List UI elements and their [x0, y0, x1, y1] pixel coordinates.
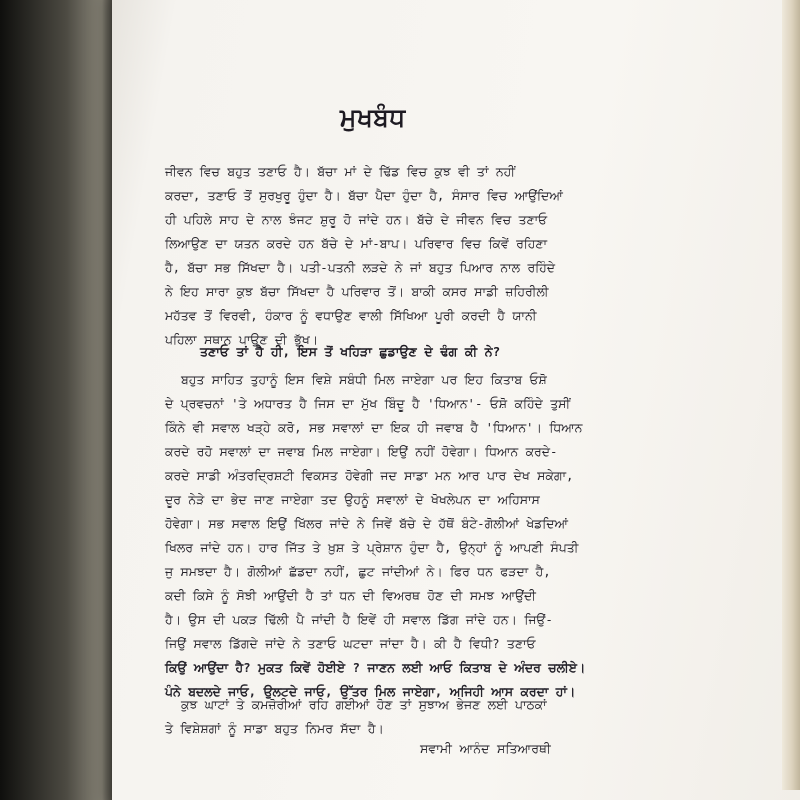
text-line: ਕਿਉਂ ਆਉਂਦਾ ਹੈ? ਮੁਕਤ ਕਿਵੇਂ ਹੋਈਏ ? ਜਾਣਨ ਲਈ ਆਓ ਕਿਤਾਬ ਦੇ ਅੰਦਰ ਚਲੀਏ।	[165, 660, 586, 675]
text-line: ਨੇ ਇਹ ਸਾਰਾ ਕੁਝ ਬੱਚਾ ਸਿੱਖਦਾ ਹੈ ਪਰਿਵਾਰ ਤੋਂ। ਬਾਕੀ ਕਸਰ ਸਾਡੀ ਜ਼ਹਿਰੀਲੀ	[165, 284, 549, 299]
text-line: ਲਿਆਉਣ ਦਾ ਯਤਨ ਕਰਦੇ ਹਨ ਬੱਚੇ ਦੇ ਮਾਂ-ਬਾਪ। ਪਰਿਵਾਰ ਵਿਚ ਕਿਵੇਂ ਰਹਿਣਾ	[165, 236, 547, 251]
text-line: ਹੈ। ਉਸ ਦੀ ਪਕੜ ਢਿੱਲੀ ਪੈ ਜਾਂਦੀ ਹੈ ਇਵੇਂ ਹੀ ਸਵਾਲ ਡਿੱਗ ਜਾਂਦੇ ਹਨ। ਜਿਉਂ-	[165, 612, 553, 627]
text-line: ਮਹੱਤਵ ਤੋਂ ਵਿਰਵੀ, ਹੰਕਾਰ ਨੂੰ ਵਧਾਉਣ ਵਾਲੀ ਸਿੱਖਿਆ ਪੂਰੀ ਕਰਦੀ ਹੈ ਯਾਨੀ	[165, 308, 537, 323]
paragraph-1	[165, 160, 653, 352]
paragraph-3	[165, 693, 653, 741]
text-line: ਕਿੰਨੇ ਵੀ ਸਵਾਲ ਖੜ੍ਹੇ ਕਰੋ, ਸਭ ਸਵਾਲਾਂ ਦਾ ਇਕ ਹੀ ਜਵਾਬ ਹੈ 'ਧਿਆਨ'। ਧਿਆਨ	[165, 420, 583, 435]
text-line: ਕਰਦਾ, ਤਣਾਓ ਤੋਂ ਸੁਰਖੁਰੂ ਹੁੰਦਾ ਹੈ। ਬੱਚਾ ਪੈਦਾ ਹੁੰਦਾ ਹੈ, ਸੰਸਾਰ ਵਿਚ ਆਉਂਦਿਆਂ	[165, 188, 563, 203]
text-line: ਕਰਦੇ ਰਹੋ ਸਵਾਲਾਂ ਦਾ ਜਵਾਬ ਮਿਲ ਜਾਏਗਾ। ਇਉਂ ਨਹੀਂ ਹੋਵੇਗਾ। ਧਿਆਨ ਕਰਦੇ-	[165, 444, 558, 459]
text-line: ਬਹੁਤ ਸਾਹਿਤ ਤੁਹਾਨੂੰ ਇਸ ਵਿਸ਼ੇ ਸਬੰਧੀ ਮਿਲ ਜਾਏਗਾ ਪਰ ਇਹ ਕਿਤਾਬ ਓਸ਼ੋ	[181, 372, 547, 387]
text-line: ਕਦੀ ਕਿਸੇ ਨੂੰ ਸੋਝੀ ਆਉਂਦੀ ਹੈ ਤਾਂ ਧਨ ਦੀ ਵਿਅਰਥ ਹੋਣ ਦੀ ਸਮਝ ਆਉਂਦੀ	[165, 588, 536, 603]
text-line: ਕੁਝ ਘਾਟਾਂ ਤੇ ਕਮਜ਼ੋਰੀਆਂ ਰਹਿ ਗਈਆਂ ਹੋਣ ਤਾਂ ਸੁਝਾਅ ਭੇਜਣ ਲਈ ਪਾਠਕਾਂ	[181, 697, 547, 712]
page-stack-edge	[782, 0, 800, 790]
text-line: ਦੂਰ ਨੇੜੇ ਦਾ ਭੇਦ ਜਾਣ ਜਾਏਗਾ ਤਦ ਉਹਨੂੰ ਸਵਾਲਾਂ ਦੇ ਖੋਖਲੇਪਨ ਦਾ ਅਹਿਸਾਸ	[165, 492, 540, 507]
text-line: ਖਿਲਰ ਜਾਂਦੇ ਹਨ। ਹਾਰ ਜਿੱਤ ਤੇ ਖ਼ੁਸ਼ ਤੇ ਪ੍ਰੇਸ਼ਾਨ ਹੁੰਦਾ ਹੈ, ਉਨ੍ਹਾਂ ਨੂੰ ਆਪਣੀ ਸੰਪਤੀ	[165, 540, 579, 555]
text-line: ਜੀਵਨ ਵਿਚ ਬਹੁਤ ਤਣਾਓ ਹੈ। ਬੱਚਾ ਮਾਂ ਦੇ ਢਿੱਡ ਵਿਚ ਕੁਝ ਵੀ ਤਾਂ ਨਹੀਂ	[165, 164, 516, 179]
text-line: ਦੇ ਪ੍ਰਵਚਨਾਂ 'ਤੇ ਅਧਾਰਤ ਹੈ ਜਿਸ ਦਾ ਮੁੱਖ ਬਿੰਦੂ ਹੈ 'ਧਿਆਨ'- ਓਸ਼ੋ ਕਹਿੰਦੇ ਤੁਸੀਂ	[165, 396, 571, 411]
page-heading: ਮੁਖਬੰਧ	[340, 103, 406, 132]
text-line: ਤੇ ਵਿਸ਼ੇਸ਼ਗਾਂ ਨੂੰ ਸਾਡਾ ਬਹੁਤ ਨਿਮਰ ਸੱਦਾ ਹੈ।	[165, 721, 384, 736]
text-line: ਹੈ, ਬੱਚਾ ਸਭ ਸਿੱਖਦਾ ਹੈ। ਪਤੀ-ਪਤਨੀ ਲੜਦੇ ਨੇ ਜਾਂ ਬਹੁਤ ਪਿਆਰ ਨਾਲ ਰਹਿੰਦੇ	[165, 260, 555, 275]
text-line: ਪਹਿਲਾ ਸਥਾਨ ਪਾਉਣ ਦੀ ਭੁੱਖ।	[165, 332, 319, 347]
text-line: ਜਿਉਂ ਸਵਾਲ ਡਿੱਗਦੇ ਜਾਂਦੇ ਨੇ ਤਣਾਓ ਘਟਦਾ ਜਾਂਦਾ ਹੈ। ਕੀ ਹੈ ਵਿਧੀ? ਤਣਾਓ	[165, 636, 536, 651]
text-line: ਹੀ ਪਹਿਲੇ ਸਾਹ ਦੇ ਨਾਲ ਝੰਜਟ ਸ਼ੁਰੂ ਹੋ ਜਾਂਦੇ ਹਨ। ਬੱਚੇ ਦੇ ਜੀਵਨ ਵਿਚ ਤਣਾਓ	[165, 212, 547, 227]
paragraph-2	[165, 368, 653, 704]
text-line: ਕਰਦੇ ਸਾਡੀ ਅੰਤਰਦ੍ਰਿਸ਼ਟੀ ਵਿਕਸਤ ਹੋਵੇਗੀ ਜਦ ਸਾਡਾ ਮਨ ਆਰ ਪਾਰ ਦੇਖ ਸਕੇਗਾ,	[165, 468, 574, 483]
text-line: ਜੁ ਸਮਝਦਾ ਹੈ। ਗੋਲੀਆਂ ਛੱਡਦਾ ਨਹੀਂ, ਛੁਟ ਜਾਂਦੀਆਂ ਨੇ। ਫਿਰ ਧਨ ਫੜਦਾ ਹੈ,	[165, 564, 551, 579]
text-line: ਹੋਵੇਗਾ। ਸਭ ਸਵਾਲ ਇਉਂ ਖਿੱਲਰ ਜਾਂਦੇ ਨੇ ਜਿਵੇਂ ਬੱਚੇ ਦੇ ਹੱਥੋਂ ਬੰਟੇ-ਗੋਲੀਆਂ ਖੇਡਦਿਆਂ	[165, 516, 568, 531]
facing-page-edge	[0, 0, 120, 800]
author-signature: ਸਵਾਮੀ ਆਨੰਦ ਸਤਿਆਰਥੀ	[420, 741, 551, 756]
section-subheading: ਤਣਾਓ ਤਾਂ ਹੈ ਹੀ, ਇਸ ਤੋਂ ਖਹਿੜਾ ਛੁਡਾਉਣ ਦੇ ਢੰਗ ਕੀ ਨੇ?	[200, 344, 501, 359]
text-line: ਪੰਨੇ ਬਦਲਦੇ ਜਾਓ, ਉਲਟਦੇ ਜਾਓ, ਉੱਤਰ ਮਿਲ ਜਾਏਗਾ, ਅਜਿਹੀ ਆਸ ਕਰਦਾ ਹਾਂ।	[165, 684, 576, 699]
